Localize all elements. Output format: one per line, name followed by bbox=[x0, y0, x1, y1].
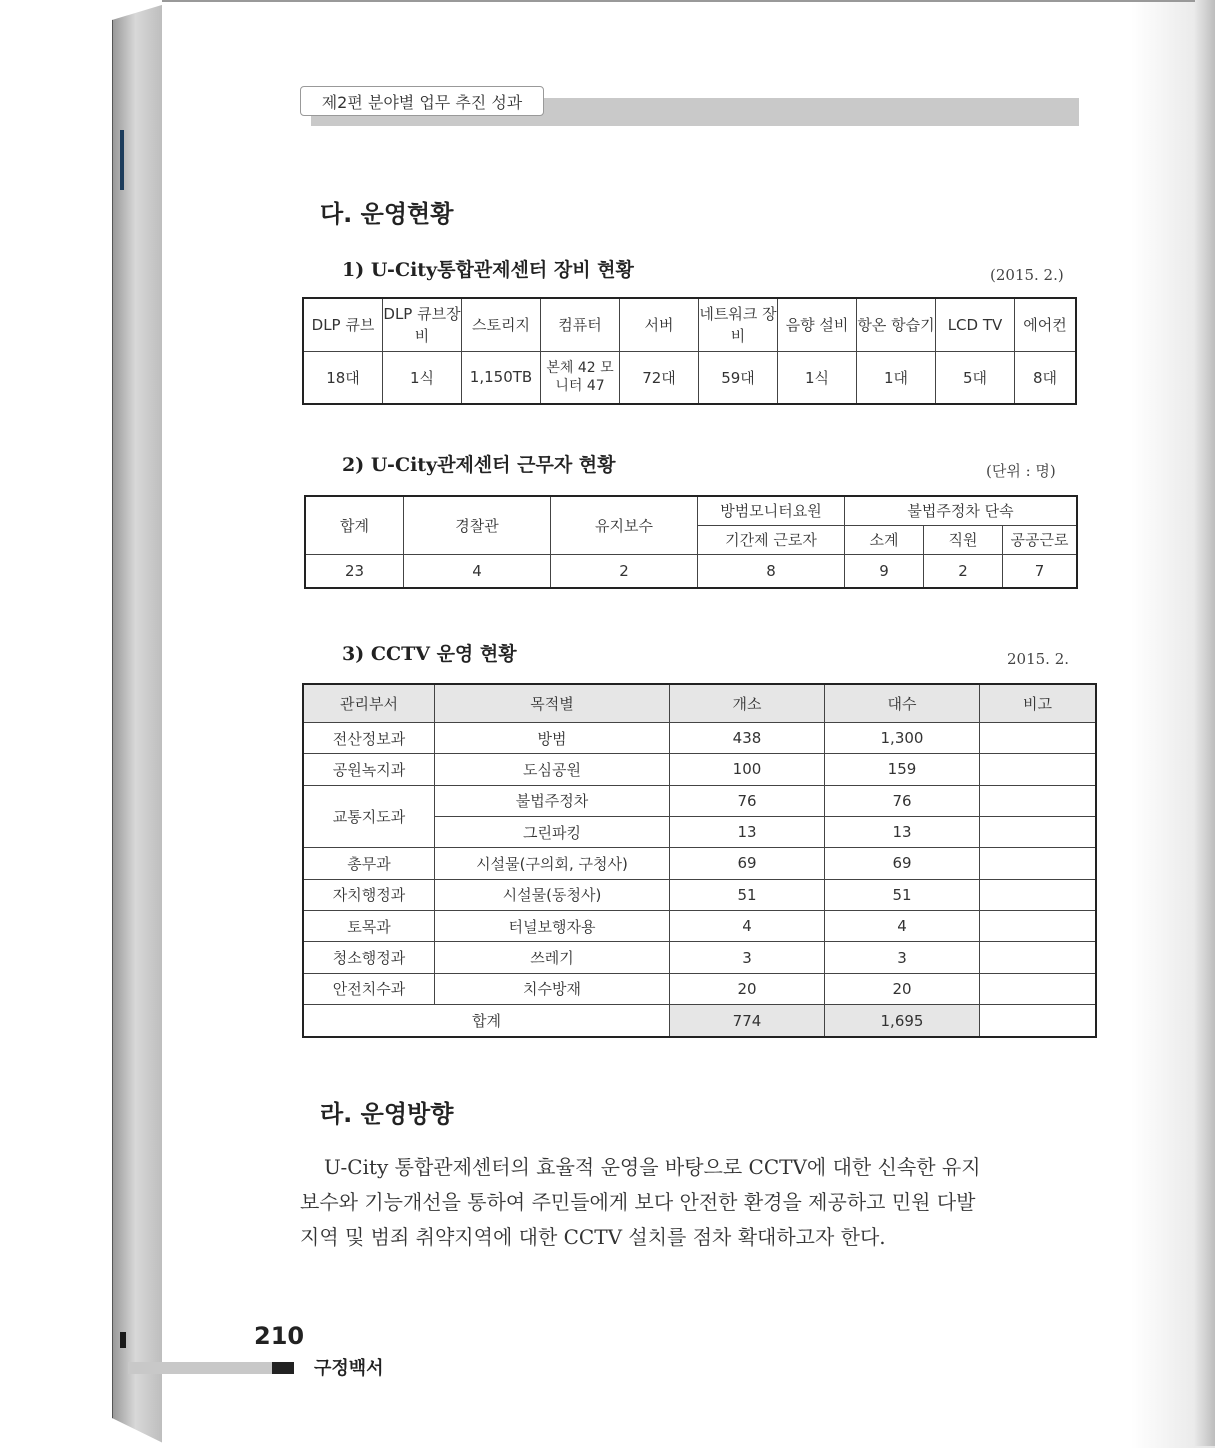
purpose-cell: 그린파킹 bbox=[435, 816, 670, 847]
header-cell: 기간제 근로자 bbox=[698, 525, 845, 554]
header-cell: DLP 큐브 bbox=[303, 298, 383, 351]
table-row bbox=[303, 910, 1096, 941]
units-cell: 1,300 bbox=[825, 722, 980, 753]
cctv-table-title: 3) CCTV 운영 현황 bbox=[342, 643, 517, 665]
note-cell bbox=[980, 816, 1097, 847]
cctv-header-row bbox=[303, 684, 1096, 722]
cctv-table bbox=[302, 683, 1097, 1038]
section-title-operation-status: 다. 운영현황 bbox=[320, 200, 454, 228]
sites-cell: 69 bbox=[670, 848, 825, 879]
value-cell: 2 bbox=[924, 554, 1003, 588]
book-spine bbox=[112, 4, 165, 1444]
header-cell: 네트워크 장비 bbox=[699, 298, 778, 351]
sites-cell: 438 bbox=[670, 722, 825, 753]
purpose-cell: 시설물(구의회, 구청사) bbox=[435, 848, 670, 879]
dept-cell: 자치행정과 bbox=[303, 879, 435, 910]
value-cell: 1식 bbox=[383, 351, 462, 404]
header-cell: 방범모니터요원 bbox=[698, 496, 845, 525]
note-cell bbox=[980, 973, 1097, 1004]
book-title: 구정백서 bbox=[314, 1358, 384, 1379]
dept-cell: 공원녹지과 bbox=[303, 754, 435, 785]
purpose-cell: 치수방재 bbox=[435, 973, 670, 1004]
purpose-cell: 시설물(동청사) bbox=[435, 879, 670, 910]
direction-paragraph bbox=[300, 1150, 1076, 1255]
paragraph-line: 지역 및 범죄 취약지역에 대한 CCTV 설치를 점차 확대하고자 한다. bbox=[300, 1225, 886, 1249]
table-row bbox=[303, 942, 1096, 973]
page-number: 210 bbox=[254, 1322, 305, 1350]
header-cell: DLP 큐브장비 bbox=[383, 298, 462, 351]
purpose-cell: 쓰레기 bbox=[435, 942, 670, 973]
note-cell bbox=[980, 848, 1097, 879]
purpose-cell: 불법주정차 bbox=[435, 785, 670, 816]
header-cell: 항온 항습기 bbox=[857, 298, 936, 351]
value-cell: 4 bbox=[404, 554, 551, 588]
units-cell: 4 bbox=[825, 910, 980, 941]
value-cell: 1,150TB bbox=[462, 351, 541, 404]
spine-accent bbox=[120, 130, 124, 190]
total-note-cell bbox=[980, 1005, 1097, 1037]
staff-value-row bbox=[305, 554, 1077, 588]
dept-cell: 교통지도과 bbox=[303, 785, 435, 848]
header-cell: LCD TV bbox=[936, 298, 1015, 351]
value-cell: 8 bbox=[698, 554, 845, 588]
value-cell: 9 bbox=[845, 554, 924, 588]
paragraph-line: U-City 통합관제센터의 효율적 운영을 바탕으로 CCTV에 대한 신속한 유지 bbox=[324, 1155, 981, 1179]
sites-cell: 51 bbox=[670, 879, 825, 910]
staff-header-row-1 bbox=[305, 496, 1077, 525]
table-row bbox=[303, 973, 1096, 1004]
header-cell: 유지보수 bbox=[551, 496, 698, 554]
value-cell: 본체 42 모니터 47 bbox=[541, 351, 620, 404]
sites-cell: 4 bbox=[670, 910, 825, 941]
staff-unit: (단위 : 명) bbox=[986, 462, 1056, 480]
header-cell: 직원 bbox=[924, 525, 1003, 554]
table-row bbox=[303, 879, 1096, 910]
section-title-operation-direction: 라. 운영방향 bbox=[320, 1100, 454, 1128]
equipment-table bbox=[302, 297, 1077, 405]
value-cell: 5대 bbox=[936, 351, 1015, 404]
value-cell: 1대 bbox=[857, 351, 936, 404]
note-cell bbox=[980, 910, 1097, 941]
note-cell bbox=[980, 879, 1097, 910]
note-cell bbox=[980, 722, 1097, 753]
value-cell: 7 bbox=[1003, 554, 1078, 588]
purpose-cell: 터널보행자용 bbox=[435, 910, 670, 941]
table-row bbox=[303, 754, 1096, 785]
note-cell bbox=[980, 754, 1097, 785]
units-cell: 13 bbox=[825, 816, 980, 847]
value-cell: 59대 bbox=[699, 351, 778, 404]
purpose-cell: 방범 bbox=[435, 722, 670, 753]
sites-cell: 76 bbox=[670, 785, 825, 816]
header-cell: 개소 bbox=[670, 684, 825, 722]
dept-cell: 전산정보과 bbox=[303, 722, 435, 753]
cctv-date: 2015. 2. bbox=[1007, 650, 1070, 668]
header-cell: 서버 bbox=[620, 298, 699, 351]
header-cell: 공공근로 bbox=[1003, 525, 1078, 554]
header-cell: 소계 bbox=[845, 525, 924, 554]
header-cell: 관리부서 bbox=[303, 684, 435, 722]
header-cell: 비고 bbox=[980, 684, 1097, 722]
dept-cell: 총무과 bbox=[303, 848, 435, 879]
units-cell: 20 bbox=[825, 973, 980, 1004]
header-cell: 스토리지 bbox=[462, 298, 541, 351]
footer-block bbox=[272, 1362, 294, 1374]
dept-cell: 토목과 bbox=[303, 910, 435, 941]
equipment-date: (2015. 2.) bbox=[990, 266, 1064, 284]
header-cell: 경찰관 bbox=[404, 496, 551, 554]
value-cell: 2 bbox=[551, 554, 698, 588]
units-cell: 76 bbox=[825, 785, 980, 816]
units-cell: 69 bbox=[825, 848, 980, 879]
total-label-cell: 합계 bbox=[303, 1005, 670, 1037]
table-row bbox=[303, 848, 1096, 879]
header-cell: 에어컨 bbox=[1015, 298, 1077, 351]
table-row bbox=[303, 785, 1096, 816]
header-cell: 목적별 bbox=[435, 684, 670, 722]
purpose-cell: 도심공원 bbox=[435, 754, 670, 785]
total-sites-cell: 774 bbox=[670, 1005, 825, 1037]
equipment-value-row bbox=[303, 351, 1076, 404]
total-row bbox=[303, 1005, 1096, 1037]
equipment-header-row bbox=[303, 298, 1076, 351]
header-cell: 음향 설비 bbox=[778, 298, 857, 351]
units-cell: 51 bbox=[825, 879, 980, 910]
sites-cell: 3 bbox=[670, 942, 825, 973]
table-row bbox=[303, 722, 1096, 753]
header-cell: 대수 bbox=[825, 684, 980, 722]
sites-cell: 20 bbox=[670, 973, 825, 1004]
value-cell: 18대 bbox=[303, 351, 383, 404]
paragraph-line: 보수와 기능개선을 통하여 주민들에게 보다 안전한 환경을 제공하고 민원 다발 bbox=[300, 1190, 976, 1214]
value-cell: 1식 bbox=[778, 351, 857, 404]
header-cell: 합계 bbox=[305, 496, 404, 554]
header-tab: 제2편 분야별 업무 추진 성과 bbox=[300, 86, 544, 116]
dept-cell: 안전치수과 bbox=[303, 973, 435, 1004]
page-edge-shadow bbox=[1195, 0, 1215, 1446]
footer-bar bbox=[128, 1362, 272, 1374]
spine-mark bbox=[120, 1332, 126, 1348]
sites-cell: 100 bbox=[670, 754, 825, 785]
sites-cell: 13 bbox=[670, 816, 825, 847]
note-cell bbox=[980, 785, 1097, 816]
value-cell: 8대 bbox=[1015, 351, 1077, 404]
header-cell: 불법주정차 단속 bbox=[845, 496, 1078, 525]
note-cell bbox=[980, 942, 1097, 973]
units-cell: 159 bbox=[825, 754, 980, 785]
dept-cell: 청소행정과 bbox=[303, 942, 435, 973]
equipment-table-title: 1) U-City통합관제센터 장비 현황 bbox=[342, 259, 634, 281]
staff-table-title: 2) U-City관제센터 근무자 현황 bbox=[342, 454, 616, 476]
value-cell: 23 bbox=[305, 554, 404, 588]
value-cell: 72대 bbox=[620, 351, 699, 404]
total-units-cell: 1,695 bbox=[825, 1005, 980, 1037]
staff-table bbox=[304, 495, 1078, 589]
units-cell: 3 bbox=[825, 942, 980, 973]
header-cell: 컴퓨터 bbox=[541, 298, 620, 351]
